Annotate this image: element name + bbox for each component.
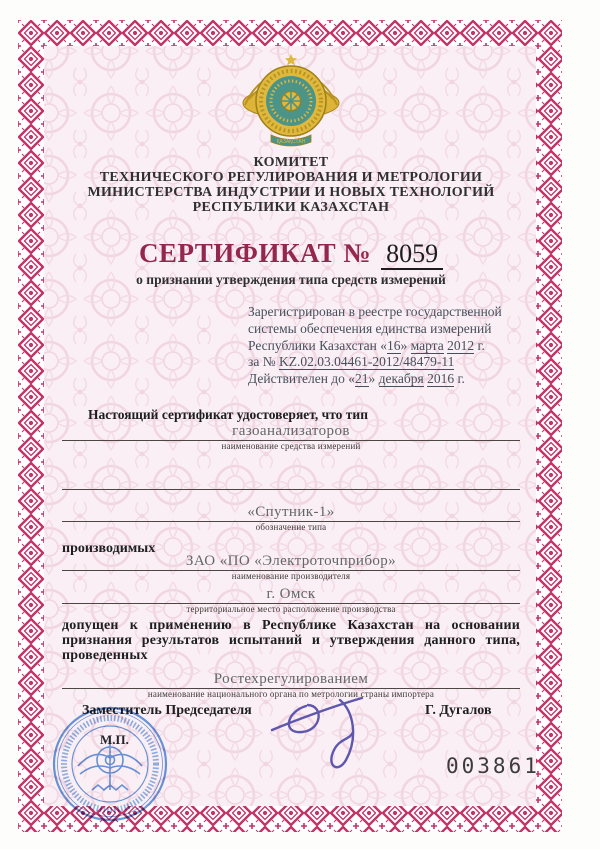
field-type-designation [62, 496, 520, 533]
serial-number: 003861 [446, 754, 540, 778]
field-instrument [62, 423, 520, 452]
registration-date-line: Республики Казахстан «16» марта 2012 г. [248, 337, 485, 353]
field-location-value: г. Омск [62, 586, 520, 604]
authority-line: МИНИСТЕРСТВА ИНДУСТРИИ И НОВЫХ ТЕХНОЛОГИЙ [87, 185, 495, 200]
signer-name: Г. Дугалов [425, 703, 492, 718]
handwritten-signature [268, 692, 388, 787]
registration-month: марта [410, 337, 444, 353]
field-location [62, 586, 520, 615]
field-manufacturer-value: ЗАО «ПО «Электроточприбор» [62, 556, 520, 571]
certificate-frame [18, 20, 562, 832]
registration-number-line: за № KZ.02.03.04461-2012/48479-11 [248, 354, 455, 370]
validity-year: 2016 [427, 371, 455, 387]
stamp-mp-label: М.П. [100, 732, 129, 747]
field-organ-caption: наименование национального органа по метрологии страны импортера [147, 688, 435, 699]
produced-by-label: производимых [62, 540, 156, 556]
emblem-caption: ҚАЗАҚСТАН [276, 139, 306, 145]
field-type-value: «Спутник-1» [62, 496, 520, 522]
validity-line: Действителен до «21» декабря 2016 г. [248, 371, 465, 387]
certificate-number: 8059 [381, 239, 443, 270]
certificate-title [62, 238, 520, 269]
field-instrument-value: газоанализаторов [62, 423, 520, 441]
field-location-caption: территориальное место расположение производства [186, 603, 396, 614]
registration-number: KZ.02.03.04461-2012/48479-11 [278, 354, 455, 370]
field-type-caption: обозначение типа [255, 521, 327, 532]
signer-position: Заместитель Председателя [82, 703, 252, 718]
certification-statement: Настоящий сертификат удостоверяет, что тип [88, 406, 368, 422]
field-instrument-caption: наименование средства измерений [221, 440, 361, 451]
field-organ-value: Ростехрегулированием [62, 671, 520, 689]
registration-day: 16 [387, 337, 401, 353]
field-blank-line [62, 460, 520, 490]
field-manufacturer [62, 552, 520, 582]
field-blank-rule [62, 460, 520, 490]
issuing-authority [62, 155, 520, 215]
certificate-title-label: СЕРТИФИКАТ № [138, 238, 372, 268]
registration-block [248, 304, 520, 388]
registration-line: системы обеспечения единства измерений [248, 320, 492, 336]
admission-paragraph: допущен к применению в Республике Казахстан на основании признания результатов испытаний и утверждения данного типа, проведенных [62, 617, 520, 663]
official-stamp [50, 700, 170, 832]
certificate-subtitle: о признании утверждения типа средств измерений [136, 272, 446, 287]
validity-month: декабря [378, 371, 424, 387]
authority-line: КОМИТЕТ [253, 155, 329, 170]
registration-line: Зарегистрирован в реестре государственной [248, 304, 502, 319]
validity-day: 21 [355, 371, 369, 387]
authority-line: РЕСПУБЛИКИ КАЗАХСТАН [192, 200, 390, 215]
field-manufacturer-caption: наименование производителя [231, 570, 351, 581]
registration-year: 2012 [447, 337, 475, 353]
authority-line: ТЕХНИЧЕСКОГО РЕГУЛИРОВАНИЯ И МЕТРОЛОГИИ [99, 170, 483, 185]
kazakhstan-emblem [62, 49, 520, 150]
